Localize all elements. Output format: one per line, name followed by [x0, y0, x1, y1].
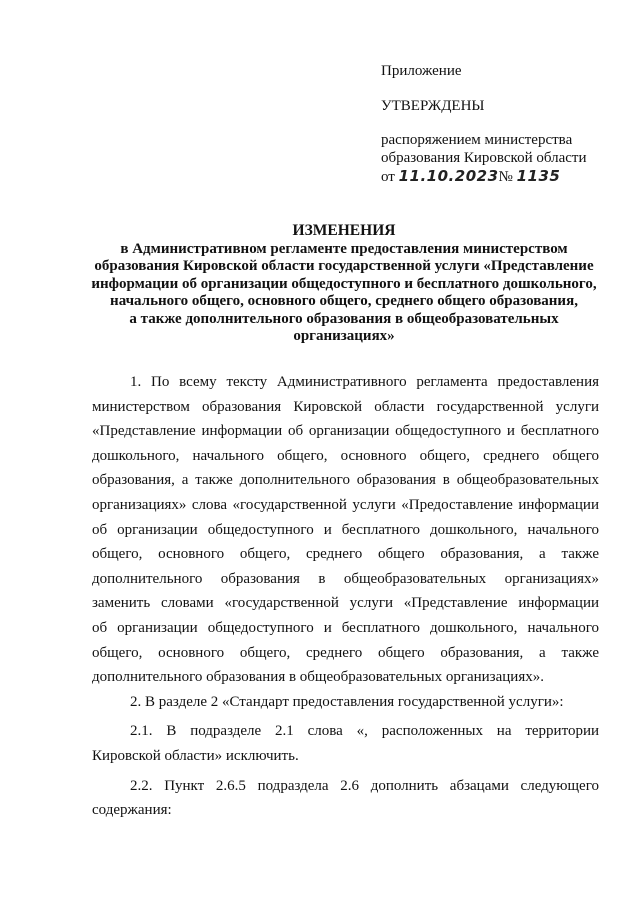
text-line: «Представление информации об организации общедоступного и бесплатного — [92, 423, 599, 440]
title-line: в Административном регламенте предоставления министерством — [120, 240, 568, 257]
order-issuer-line-1: распоряжением министерства — [381, 132, 573, 148]
text-line: 2.2. Пункт 2.6.5 подраздела 2.6 дополнить абзацами следующего — [130, 777, 599, 794]
paragraph-3 — [92, 719, 599, 768]
document-body — [92, 370, 599, 823]
handwritten-date: 11.10.2023 — [398, 167, 499, 185]
title-line: начального общего, основного общего, среднего общего образования, — [110, 293, 578, 309]
appendix-label: Приложение — [381, 63, 462, 79]
text-line: 2.1. В подразделе 2.1 слова «, расположенных на территории — [130, 723, 599, 740]
text-line: 1. По всему тексту Административного регламента предоставления — [130, 374, 599, 390]
date-prefix: от — [381, 169, 395, 185]
title-line: организациях» — [293, 328, 395, 344]
text-line: образования, а также дополнительного образования в общеобразовательных — [92, 472, 599, 489]
number-prefix: № — [498, 169, 513, 185]
title-line: информации об организации общедоступного и бесплатного дошкольного, — [91, 275, 597, 292]
title-line: образования Кировской области государственной услуги «Представление — [94, 258, 594, 274]
title-heading: ИЗМЕНЕНИЯ — [292, 222, 396, 239]
paragraph-4 — [92, 774, 599, 823]
paragraph-2 — [92, 690, 599, 715]
text-line: общего, основного общего, среднего общего образования, а также — [92, 546, 599, 563]
text-line: дошкольного, начального общего, основного общего, среднего общего — [92, 447, 599, 464]
text-line: дополнительного образования в общеобразовательных организациях». — [92, 669, 544, 686]
text-line: организациях» слова «государственной услуги «Предоставление информации — [92, 496, 599, 513]
handwritten-number: 1135 — [516, 167, 561, 185]
text-line: министерством образования Кировской области государственной услуги — [92, 398, 599, 415]
text-line: об организации общедоступного и бесплатного дошкольного, начального — [92, 521, 599, 538]
text-line: Кировской области» исключить. — [92, 747, 299, 764]
title-line: а также дополнительного образования в общеобразовательных — [129, 310, 559, 327]
document-title — [80, 222, 608, 346]
approval-stamp-block — [381, 62, 621, 186]
order-date-number-line — [381, 167, 621, 186]
text-line: содержания: — [92, 802, 172, 819]
text-line: об организации общедоступного и бесплатного дошкольного, начального — [92, 619, 599, 636]
order-issuer-line-2: образования Кировской области — [381, 150, 587, 166]
approved-label: УТВЕРЖДЕНЫ — [381, 98, 485, 114]
paragraph-1 — [92, 370, 599, 690]
text-line: заменить словами «государственной услуги «Представление информации — [92, 595, 599, 612]
text-line: 2. В разделе 2 «Стандарт предоставления государственной услуги»: — [130, 693, 564, 710]
text-line: общего, основного общего, среднего общего образования, а также — [92, 644, 599, 661]
text-line: дополнительного образования в общеобразовательных организациях» — [92, 570, 599, 587]
